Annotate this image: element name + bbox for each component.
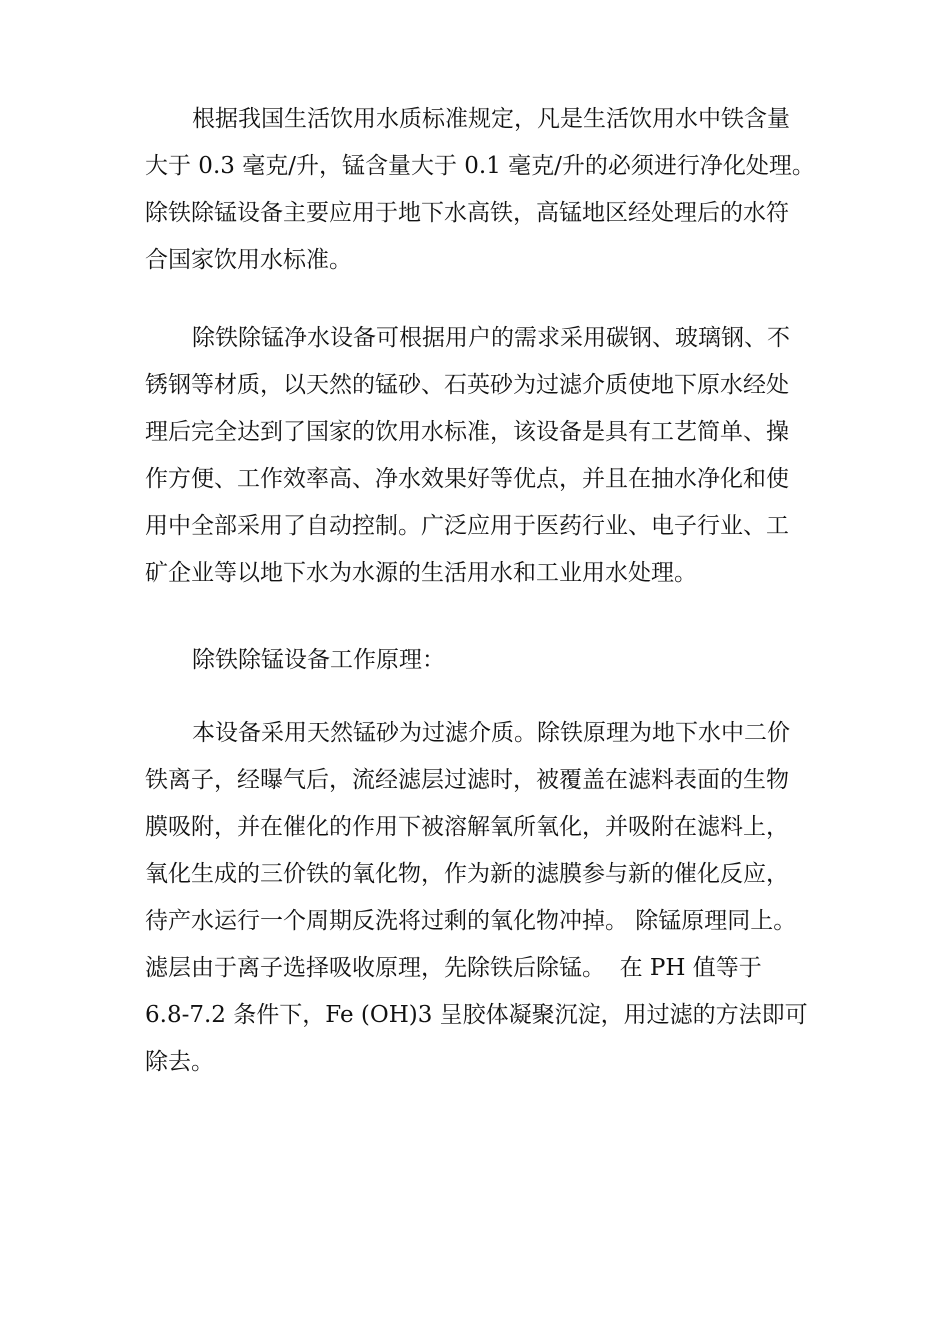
text-line: 除铁除锰设备主要应用于地下水高铁，高锰地区经处理后的水符 [145, 200, 789, 226]
text-line: 待产水运行一个周期反洗将过剩的氧化物冲掉。 除锰原理同上。 [145, 908, 797, 934]
text-line: 用中全部采用了自动控制。广泛应用于医药行业、电子行业、工 [145, 513, 789, 539]
text-line: 锈钢等材质，以天然的锰砂、石英砂为过滤介质使地下原水经处 [145, 372, 789, 398]
text-line: 合国家饮用水标准。 [145, 247, 352, 273]
text-line: 膜吸附，并在催化的作用下被溶解氧所氧化，并吸附在滤料上， [145, 814, 789, 840]
text-line: 根据我国生活饮用水质标准规定，凡是生活饮用水中铁含量 [192, 106, 790, 132]
text-line: 作方便、工作效率高、净水效果好等优点，并且在抽水净化和使 [145, 466, 789, 492]
paragraph-working-principle [145, 710, 815, 1086]
text-line: 除铁除锰设备工作原理： [192, 647, 445, 673]
text-line: 滤层由于离子选择吸收原理，先除铁后除锰。 在 PH 值等于 [145, 955, 762, 981]
section-heading-working-principle [145, 637, 815, 684]
text-line: 氧化生成的三价铁的氧化物，作为新的滤膜参与新的催化反应， [145, 861, 789, 887]
text-line: 理后完全达到了国家的饮用水标准，该设备是具有工艺简单、操 [145, 419, 789, 445]
text-line: 本设备采用天然锰砂为过滤介质。除铁原理为地下水中二价 [192, 720, 790, 746]
text-line: 铁离子，经曝气后，流经滤层过滤时，被覆盖在滤料表面的生物 [145, 767, 789, 793]
text-line: 矿企业等以地下水为水源的生活用水和工业用水处理。 [145, 560, 697, 586]
text-line: 大于 0.3 毫克/升，锰含量大于 0.1 毫克/升的必须进行净化处理。 [145, 153, 815, 179]
text-line: 6.8-7.2 条件下，Fe (OH)3 呈胶体凝聚沉淀，用过滤的方法即可 [145, 1002, 808, 1028]
paragraph-equipment-materials [145, 315, 815, 597]
paragraph-water-standard [145, 96, 815, 284]
text-line: 除铁除锰净水设备可根据用户的需求采用碳钢、玻璃钢、不 [192, 325, 790, 351]
text-line: 除去。 [145, 1049, 214, 1075]
